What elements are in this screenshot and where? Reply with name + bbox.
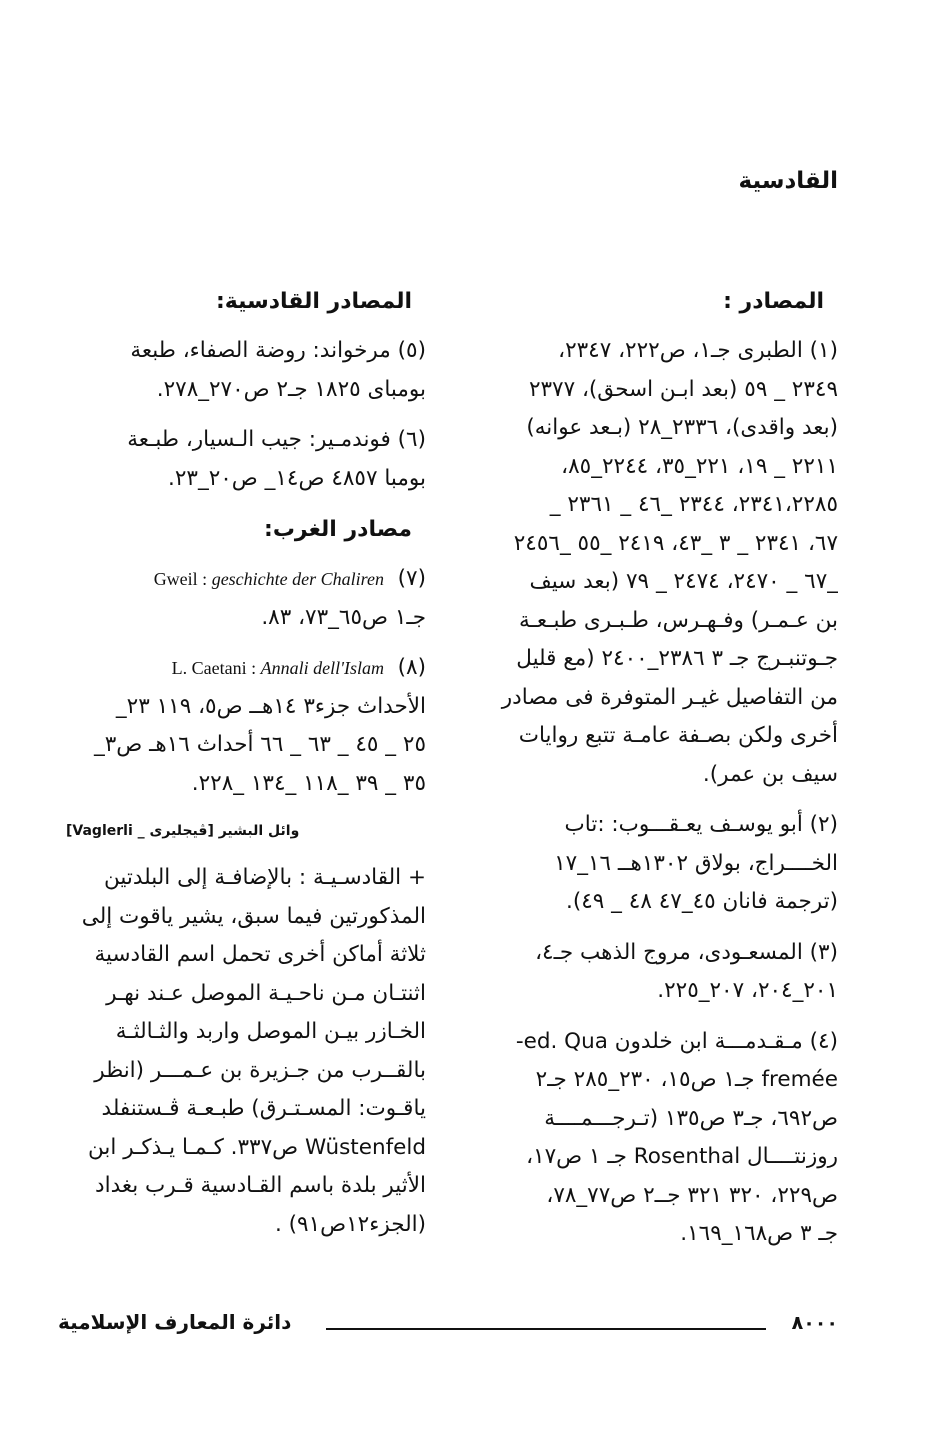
text-line: (٦) فوندمـير: جيب الـسيار، طبـعة bbox=[127, 427, 426, 452]
western-sources-heading: مصادر الغرب: bbox=[264, 517, 412, 542]
text-line: جـ ٣ ص١٦٨_١٦٩. bbox=[680, 1221, 838, 1246]
qadisiyya-sources-heading: المصادر القادسية: bbox=[215, 289, 412, 314]
running-head: القادسية bbox=[738, 168, 838, 194]
text-line: الأحداث جزء٣ ١٤هــ ص٥، ١١٩ ٢٣_ bbox=[115, 693, 426, 719]
text-line: ثلاثة أماكن أخرى تحمل اسم القادسية bbox=[94, 942, 426, 967]
text-line: (الجزء١٢ص٩١) . bbox=[274, 1211, 426, 1237]
work-title: Annali dell'Islam bbox=[260, 658, 384, 678]
text-line: بن عـمـر) وفـهـرس، طـبـرى طبـعـة bbox=[519, 607, 838, 633]
latin-citation bbox=[172, 658, 384, 678]
text-line: (٣) المسعـودى، مروج الذهب جـ٤، bbox=[535, 939, 838, 965]
text-line: من التفاصيل غيـر المتوفرة فى مصادر bbox=[501, 684, 838, 710]
page-footer bbox=[58, 1310, 838, 1346]
text-line: أخرى ولكن بصـفة عامـة تتبع روايات bbox=[518, 723, 838, 748]
article-body bbox=[66, 859, 426, 1244]
text-line: ٢٣٤٩ _ ٥٩ (بعد ابـن اسحق)، ٢٣٧٧ bbox=[528, 376, 838, 402]
work-title: geschichte der Chaliren bbox=[211, 569, 384, 589]
text-line: ٢٠١_٢٠٤، ٢٠٧_٢٢٥. bbox=[657, 978, 838, 1003]
text-line: اثنتـان مـن ناحـيـة الموصل عـند نهـر bbox=[106, 980, 426, 1006]
text-line: + القادسـيـة : بالإضافـة إلى البلدتين bbox=[104, 865, 426, 890]
source-entry-4 bbox=[468, 1023, 838, 1254]
text-line: (١) الطبرى جـ١، ص٢٢٢، ٢٣٤٧، bbox=[558, 338, 838, 363]
source-entry-2 bbox=[468, 806, 838, 922]
author-signature: وائل البشير [ڤيجليرى _ Vaglerli] bbox=[66, 823, 300, 839]
text-line: بومباى ١٨٢٥ جـ٢ ص٢٧٠_٢٧٨. bbox=[156, 376, 426, 402]
text-line: ٢٣٤١،٢٢٨٥، ٢٣٤٤ _٤٦ _ ٢٣٦١ _ bbox=[549, 492, 838, 517]
text-line: بومبا ٤٨٥٧ ص١٤_ ص٢٠_٢٣. bbox=[167, 465, 426, 491]
source-entry-6 bbox=[66, 421, 426, 498]
text-line: ٢٥ _ ٤٥ _ ٦٣ _ ٦٦ أحداث ١٦هـ ص٣_ bbox=[93, 732, 426, 757]
text-line: الخـازر بيـن الموصل واربد والثـالثـة bbox=[115, 1019, 426, 1044]
entry-number: (٧) bbox=[397, 566, 426, 591]
encyclopedia-title: دائرة المعارف الإسلامية bbox=[58, 1310, 292, 1334]
text-line: جـوتنبـرج جـ ٣ ٢٣٨٦_٢٤٠٠ (مع قليل bbox=[516, 646, 838, 671]
text-line: (ترجمة فانان ٤٥_٤٧ ٤٨ _ ٤٩). bbox=[566, 889, 838, 914]
source-entry-5 bbox=[66, 332, 426, 409]
source-entry-3 bbox=[468, 934, 838, 1011]
latin-citation bbox=[154, 569, 384, 589]
footer-divider bbox=[326, 1328, 766, 1330]
text-line: بالقــرب من جـزيرة بن عـمـــر (انظر bbox=[94, 1057, 426, 1083]
source-entry-1 bbox=[468, 332, 838, 794]
sources-column-right bbox=[468, 282, 838, 1266]
text-line: (٤) مـقـدمـــة ابن خلدون ed. Qua- bbox=[515, 1028, 838, 1054]
author-name: Gweil : bbox=[153, 569, 208, 589]
page-number: ٨٠٠٠ bbox=[791, 1312, 838, 1334]
text-line: ٦٧، ٢٣٤١ _ ٣ _٤٣، ٢٤١٩ _٥٥ _٢٤٥٦ bbox=[513, 530, 838, 556]
text-line: الأثير بلدة باسم القـادسية قـرب بغداد bbox=[95, 1173, 426, 1198]
source-entry-7 bbox=[66, 560, 426, 637]
source-entry-8 bbox=[66, 649, 426, 803]
text-line: روزنتــــال Rosenthal جـ ١ ص١٧، bbox=[526, 1144, 838, 1169]
text-line: ص٢٢٩، ٣٢٠ ٣٢١ جــ٢ ص٧٧_٧٨، bbox=[546, 1182, 838, 1208]
sources-column-left bbox=[66, 282, 426, 1256]
text-line: الخــــراج، بولاق ١٣٠٢هــ ١٦_١٧ bbox=[554, 850, 838, 876]
text-line: (بعد واقدى)، ٢٣٣٦_٢٨ (بـعد عوانه) bbox=[526, 415, 838, 440]
text-line: _٦٧ _ ٢٤٧٠، ٢٤٧٤ _ ٧٩ (بعد سيف bbox=[529, 569, 838, 594]
entry-number: (٨) bbox=[397, 655, 426, 680]
text-line: المذكورتين فيما سبق، يشير ياقوت إلى bbox=[81, 903, 426, 929]
text-line: سيف بن عمر). bbox=[702, 761, 838, 787]
text-line: ٢٢١١ _ ١٩، ٢٢١_٣٥، ٢٢٤٤_٨٥، bbox=[561, 453, 838, 479]
sources-heading: المصادر : bbox=[723, 289, 824, 314]
text-line: ياقـوت: المسـتـرق) طبـعـة ڤـستنفلد bbox=[101, 1096, 426, 1121]
author-name: L. Caetani : bbox=[171, 658, 257, 678]
text-line bbox=[66, 560, 426, 599]
text-line: جـ١ ص٦٥_٧٣، ٨٣. bbox=[261, 604, 426, 630]
text-line: (٥) مرخواند: روضة الصفاء، طبعة bbox=[130, 338, 426, 363]
text-line: fremée جـ١ ص١٥، ٢٣٠_٢٨٥ جـ٢ bbox=[535, 1067, 838, 1092]
text-line: ٣٥ _ ٣٩ _١١٨ _١٣٤ _٢٢٨. bbox=[191, 770, 426, 796]
text-line bbox=[66, 649, 426, 688]
text-line: (٢) أبو يوسـف يعـقـــوب: :تاب bbox=[564, 812, 838, 837]
text-line: Wüstenfeld ص٣٣٧. كـمـا يـذكـر ابن bbox=[88, 1134, 426, 1160]
text-line: ص٦٩٢، جـ٣ ص١٣٥ (تـرجـــمــــة bbox=[544, 1105, 838, 1131]
